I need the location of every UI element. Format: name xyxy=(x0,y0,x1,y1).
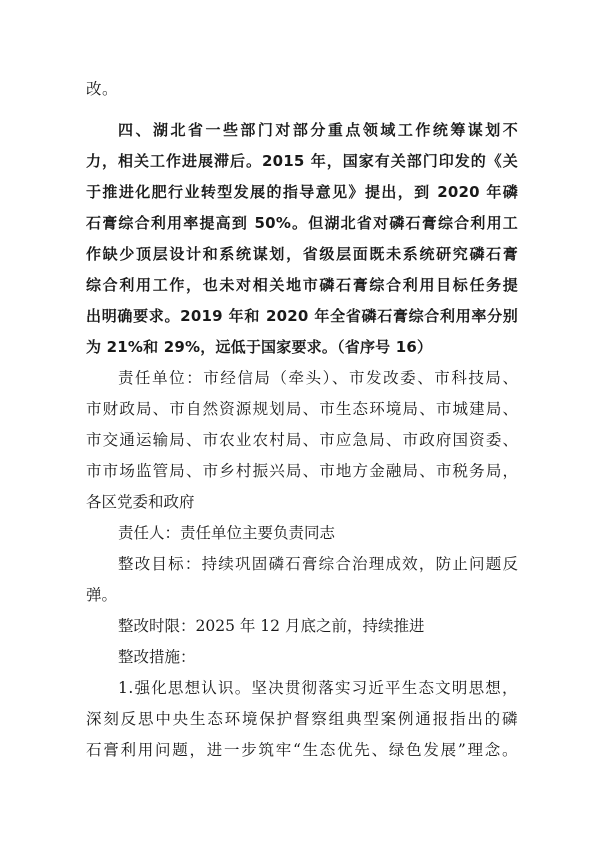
section-4-line-7: 出明确要求。2019 年和 2020 年全省磷石膏综合利用率分别 xyxy=(86,307,518,325)
measure-1-line-3: 石膏利用问题，进一步筑牢“生态优先、绿色发展”理念。 xyxy=(86,741,518,759)
section-4-line-2: 力，相关工作进展滞后。2015 年，国家有关部门印发的《关 xyxy=(86,152,518,170)
responsible-units-line-2: 市财政局、市自然资源规划局、市生态环境局、市城建局、 xyxy=(86,400,518,418)
measure-1-line-1: 1.强化思想认识。坚决贯彻落实习近平生态文明思想， xyxy=(118,679,518,697)
carryover-text: 改。 xyxy=(86,80,119,98)
section-4-line-4: 石膏综合利用率提高到 50%。但湖北省对磷石膏综合利用工 xyxy=(86,214,518,232)
responsible-units-line-5: 各区党委和政府 xyxy=(86,493,195,511)
section-4-line-6: 综合利用工作，也未对相关地市磷石膏综合利用目标任务提 xyxy=(86,276,518,294)
section-4-line-3: 于推进化肥行业转型发展的指导意见》提出，到 2020 年磷 xyxy=(86,183,518,201)
responsible-person: 责任人：责任单位主要负责同志 xyxy=(118,524,336,542)
responsible-units-line-1: 责任单位：市经信局（牵头）、市发改委、市科技局、 xyxy=(118,369,518,387)
deadline: 整改时限：2025 年 12 月底之前，持续推进 xyxy=(118,617,425,635)
target-line-2: 弹。 xyxy=(86,586,118,604)
section-4-line-8: 为 21%和 29%，远低于国家要求。（省序号 16） xyxy=(86,338,433,356)
section-4-line-5: 作缺少顶层设计和系统谋划，省级层面既未系统研究磷石膏 xyxy=(86,245,518,263)
section-4-line-1: 四、湖北省一些部门对部分重点领域工作统筹谋划不 xyxy=(118,121,518,139)
responsible-units-line-4: 市市场监管局、市乡村振兴局、市地方金融局、市税务局， xyxy=(86,462,518,480)
responsible-units-line-3: 市交通运输局、市农业农村局、市应急局、市政府国资委、 xyxy=(86,431,518,449)
measures-heading: 整改措施： xyxy=(118,648,196,666)
target-line-1: 整改目标：持续巩固磷石膏综合治理成效，防止问题反 xyxy=(118,555,518,573)
measure-1-line-2: 深刻反思中央生态环境保护督察组典型案例通报指出的磷 xyxy=(86,710,518,728)
